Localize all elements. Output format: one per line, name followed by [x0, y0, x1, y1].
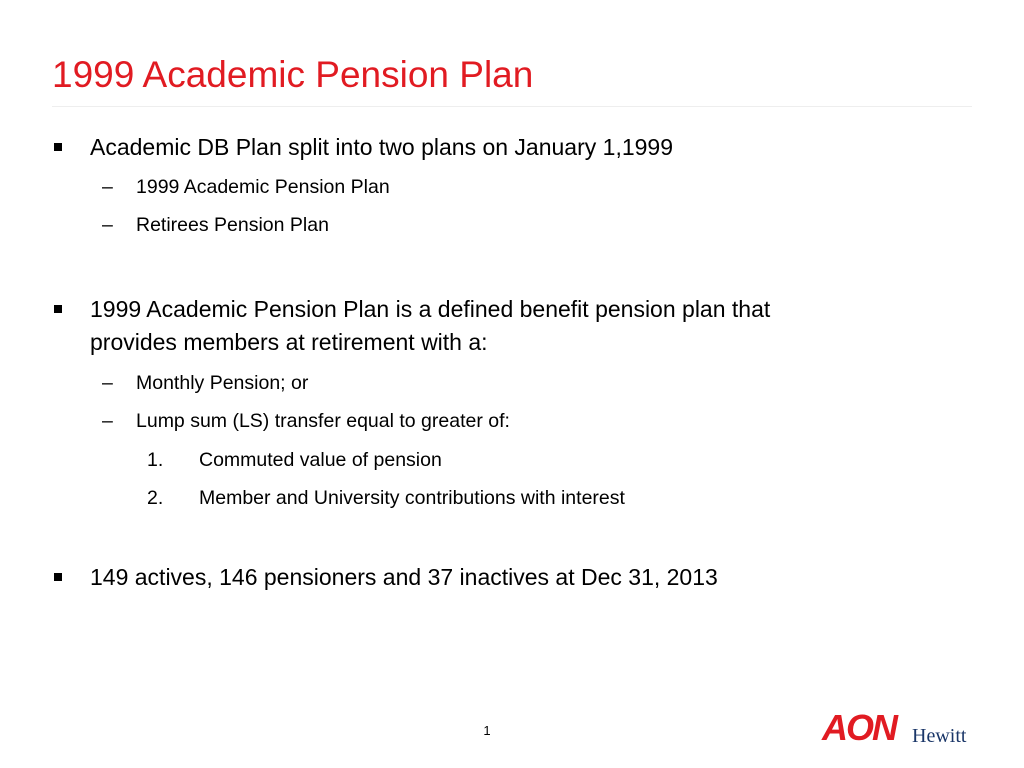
bullet-2-sub-1: Monthly Pension; or — [136, 372, 309, 394]
bullet-3-text: 149 actives, 146 pensioners and 37 inactives at Dec 31, 2013 — [90, 564, 718, 590]
bullet-marker — [54, 143, 62, 151]
bullet-1-sub-2: Retirees Pension Plan — [136, 214, 329, 236]
numbered-item-1: Commuted value of pension — [199, 449, 442, 471]
dash-marker: – — [102, 214, 113, 236]
slide-title: 1999 Academic Pension Plan — [52, 54, 534, 95]
aon-hewitt-logo — [820, 704, 980, 748]
bullet-2-line-1: 1999 Academic Pension Plan is a defined benefit pension plan that — [90, 296, 771, 322]
bullet-marker — [54, 573, 62, 581]
bullet-marker — [54, 305, 62, 313]
dash-marker: – — [102, 372, 113, 394]
bullet-2-sub-2: Lump sum (LS) transfer equal to greater of: — [136, 410, 510, 432]
page-number: 1 — [483, 723, 491, 738]
list-number: 2. — [147, 487, 164, 509]
dash-marker: – — [102, 410, 113, 432]
list-number: 1. — [147, 449, 164, 471]
bullet-2-line-2: provides members at retirement with a: — [90, 329, 488, 355]
bullet-1-text: Academic DB Plan split into two plans on January 1,1999 — [90, 134, 673, 160]
dash-marker: – — [102, 176, 113, 198]
logo-brand: AON — [822, 707, 896, 748]
numbered-item-2: Member and University contributions with interest — [199, 487, 625, 509]
title-divider — [52, 106, 972, 107]
bullet-1-sub-1: 1999 Academic Pension Plan — [136, 176, 390, 198]
logo-suffix: Hewitt — [912, 725, 967, 747]
